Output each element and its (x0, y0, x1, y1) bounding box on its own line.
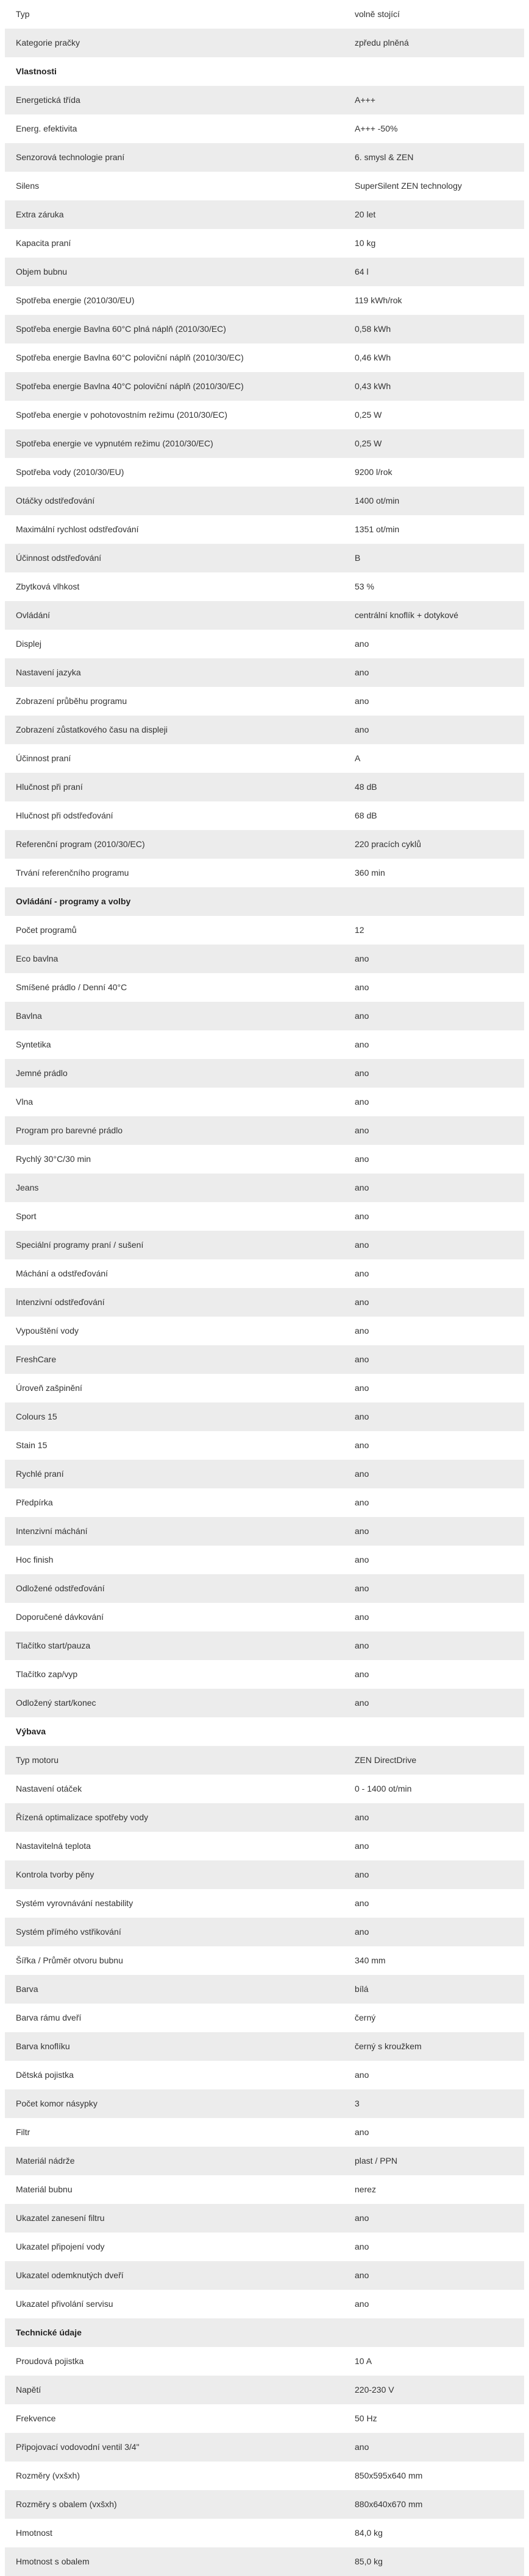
spec-value: ano (355, 696, 369, 706)
spec-value: ano (355, 1240, 369, 1250)
spec-value: 0,25 W (355, 438, 382, 449)
spec-value: ano (355, 1583, 369, 1594)
spec-row (5, 973, 524, 1002)
spec-row (5, 630, 524, 658)
spec-label: FreshCare (16, 1354, 57, 1365)
spec-label: Smíšené prádlo / Denní 40°C (16, 982, 127, 993)
spec-row (5, 1460, 524, 1488)
spec-value: 0,46 kWh (355, 353, 391, 363)
spec-value: bílá (355, 1984, 369, 1994)
spec-row (5, 1889, 524, 1918)
spec-value: ano (355, 1612, 369, 1622)
spec-value: 85,0 kg (355, 2557, 383, 2567)
spec-value: ano (355, 2270, 369, 2281)
spec-value: ano (355, 2442, 369, 2452)
spec-label: Ukazatel připojení vody (16, 2242, 105, 2252)
spec-value: 220 pracích cyklů (355, 839, 421, 850)
spec-row (5, 258, 524, 286)
spec-label: Energetická třída (16, 95, 80, 105)
spec-row (5, 114, 524, 143)
spec-label: Barva knoflíku (16, 2041, 70, 2052)
spec-label: Ukazatel zanesení filtru (16, 2213, 105, 2223)
spec-label: Šířka / Průměr otvoru bubnu (16, 1955, 123, 1966)
spec-label: Odložený start/konec (16, 1698, 96, 1708)
spec-value: 1351 ot/min (355, 524, 400, 535)
spec-value: ano (355, 1040, 369, 1050)
spec-label: Hlučnost při praní (16, 782, 83, 792)
spec-value: ano (355, 1068, 369, 1079)
spec-label: Colours 15 (16, 1412, 57, 1422)
spec-row (5, 1202, 524, 1231)
spec-row (5, 172, 524, 200)
spec-table (5, 0, 524, 2576)
spec-value: 10 kg (355, 238, 376, 248)
spec-label: Účinnost praní (16, 753, 71, 764)
spec-value: centrální knoflík + dotykové (355, 610, 459, 621)
spec-label: Jeans (16, 1183, 39, 1193)
spec-value: ano (355, 1812, 369, 1823)
spec-label: Eco bavlna (16, 954, 59, 964)
spec-label: Spotřeba energie Bavlna 40°C poloviční náplň (2010/30/EC) (16, 381, 244, 392)
spec-row (5, 2061, 524, 2089)
spec-label: Odložené odstřeďování (16, 1583, 105, 1594)
spec-row (5, 429, 524, 458)
spec-row (5, 29, 524, 57)
spec-row (5, 2547, 524, 2576)
spec-value: 220-230 V (355, 2385, 394, 2395)
spec-label: Displej (16, 639, 42, 649)
spec-label: Filtr (16, 2127, 30, 2138)
spec-value: 3 (355, 2099, 360, 2109)
spec-row (5, 2032, 524, 2061)
section-heading (5, 2318, 524, 2347)
spec-row (5, 1345, 524, 1374)
spec-row (5, 2462, 524, 2490)
spec-row (5, 1288, 524, 1317)
spec-value: 850x595x640 mm (355, 2471, 423, 2481)
spec-value: 20 let (355, 209, 376, 220)
spec-value: ano (355, 1927, 369, 1937)
spec-value: 0,58 kWh (355, 324, 391, 334)
spec-value: B (355, 553, 361, 563)
spec-value: černý s kroužkem (355, 2041, 422, 2052)
spec-label: Objem bubnu (16, 267, 68, 277)
spec-value: 0,25 W (355, 410, 382, 420)
spec-row (5, 658, 524, 687)
spec-label: Nastavitelná teplota (16, 1841, 91, 1851)
spec-value: ano (355, 1297, 369, 1307)
spec-value: zpředu plněná (355, 38, 409, 48)
spec-row (5, 1775, 524, 1803)
spec-label: Systém přímého vstřikování (16, 1927, 121, 1937)
spec-value: ano (355, 1555, 369, 1565)
spec-value: 50 Hz (355, 2413, 377, 2424)
spec-value: 53 % (355, 582, 374, 592)
spec-label: Kapacita praní (16, 238, 71, 248)
spec-label: Dětská pojistka (16, 2070, 74, 2080)
spec-label: Kategorie pračky (16, 38, 80, 48)
spec-label: Počet komor násypky (16, 2099, 98, 2109)
spec-label: Úroveň zašpinění (16, 1383, 82, 1393)
spec-value: nerez (355, 2184, 377, 2195)
spec-row (5, 1946, 524, 1975)
spec-row (5, 1317, 524, 1345)
spec-row (5, 286, 524, 315)
spec-label: Systém vyrovnávání nestability (16, 1898, 133, 1909)
spec-label: Spotřeba energie Bavlna 60°C poloviční náplň (2010/30/EC) (16, 353, 244, 363)
spec-row (5, 859, 524, 887)
spec-value: 340 mm (355, 1955, 386, 1966)
spec-value: černý (355, 2013, 376, 2023)
spec-label: Spotřeba energie (2010/30/EU) (16, 295, 135, 306)
spec-value: A (355, 753, 361, 764)
spec-label: Speciální programy praní / sušení (16, 1240, 144, 1250)
spec-row (5, 801, 524, 830)
spec-label: Ukazatel odemknutých dveří (16, 2270, 124, 2281)
spec-row (5, 2147, 524, 2175)
spec-row (5, 1174, 524, 1202)
spec-row (5, 544, 524, 572)
spec-value: ano (355, 2299, 369, 2309)
spec-row (5, 2347, 524, 2376)
spec-label: Řízená optimalizace spotřeby vody (16, 1812, 149, 1823)
spec-value: ano (355, 1698, 369, 1708)
spec-row (5, 1803, 524, 1832)
spec-value: 84,0 kg (355, 2528, 383, 2538)
spec-row (5, 315, 524, 343)
spec-label: Ovládání (16, 610, 51, 621)
spec-label: Extra záruka (16, 209, 64, 220)
spec-label: Typ (16, 9, 30, 19)
spec-label: Zobrazení zůstatkového času na displeji (16, 725, 168, 735)
spec-row (5, 1059, 524, 1088)
spec-label: Předpírka (16, 1497, 53, 1508)
spec-value: 48 dB (355, 782, 377, 792)
section-heading-label: Technické údaje (16, 2328, 82, 2338)
spec-row (5, 1603, 524, 1631)
spec-label: Nastavení jazyka (16, 667, 81, 678)
spec-row (5, 716, 524, 744)
spec-label: Barva (16, 1984, 38, 1994)
spec-value: ano (355, 639, 369, 649)
spec-label: Barva rámu dveří (16, 2013, 82, 2023)
spec-row (5, 2261, 524, 2290)
spec-value: 1400 ot/min (355, 496, 400, 506)
spec-label: Tlačítko start/pauza (16, 1641, 91, 1651)
spec-label: Zbytková vlhkost (16, 582, 80, 592)
spec-label: Napětí (16, 2385, 41, 2395)
spec-value: plast / PPN (355, 2156, 398, 2166)
spec-row (5, 2519, 524, 2547)
spec-row (5, 1088, 524, 1116)
spec-label: Bavlna (16, 1011, 42, 1021)
spec-label: Vlna (16, 1097, 34, 1107)
spec-label: Referenční program (2010/30/EC) (16, 839, 145, 850)
spec-row (5, 2490, 524, 2519)
spec-label: Rozměry s obalem (vxšxh) (16, 2499, 117, 2510)
spec-row (5, 1746, 524, 1775)
spec-row (5, 1631, 524, 1660)
spec-row (5, 515, 524, 544)
spec-row (5, 1832, 524, 1860)
spec-row (5, 0, 524, 29)
spec-row (5, 916, 524, 945)
spec-label: Spotřeba energie Bavlna 60°C plná náplň (2010/30/EC) (16, 324, 226, 334)
spec-row (5, 1002, 524, 1030)
spec-label: Účinnost odstřeďování (16, 553, 102, 563)
spec-row (5, 343, 524, 372)
spec-value: 9200 l/rok (355, 467, 392, 477)
spec-label: Nastavení otáček (16, 1784, 82, 1794)
spec-row (5, 2433, 524, 2462)
spec-row (5, 601, 524, 630)
spec-row (5, 1145, 524, 1174)
spec-label: Syntetika (16, 1040, 51, 1050)
spec-label: Jemné prádlo (16, 1068, 68, 1079)
spec-label: Silens (16, 181, 40, 191)
spec-label: Stain 15 (16, 1440, 48, 1451)
spec-value: 0,43 kWh (355, 381, 391, 392)
spec-label: Typ motoru (16, 1755, 59, 1765)
spec-value: ano (355, 1898, 369, 1909)
spec-value: ano (355, 2213, 369, 2223)
spec-value: ano (355, 1383, 369, 1393)
spec-row (5, 1231, 524, 1259)
spec-value: ano (355, 1669, 369, 1680)
spec-value: 880x640x670 mm (355, 2499, 423, 2510)
spec-label: Hmotnost s obalem (16, 2557, 90, 2567)
spec-value: ano (355, 2242, 369, 2252)
spec-label: Kontrola tvorby pěny (16, 1870, 94, 1880)
spec-row (5, 1918, 524, 1946)
spec-label: Doporučené dávkování (16, 1612, 104, 1622)
spec-row (5, 1975, 524, 2004)
spec-row (5, 1546, 524, 1574)
spec-row (5, 572, 524, 601)
spec-label: Počet programů (16, 925, 77, 935)
spec-value: 68 dB (355, 811, 377, 821)
spec-row (5, 1860, 524, 1889)
spec-value: 360 min (355, 868, 385, 878)
spec-label: Hmotnost (16, 2528, 52, 2538)
spec-label: Materiál bubnu (16, 2184, 73, 2195)
spec-label: Spotřeba energie v pohotovostním režimu (2010/30/EC) (16, 410, 228, 420)
spec-value: ano (355, 1125, 369, 1136)
spec-value: ano (355, 1097, 369, 1107)
spec-value: volně stojící (355, 9, 400, 19)
spec-value: ano (355, 1841, 369, 1851)
spec-label: Hlučnost při odstřeďování (16, 811, 113, 821)
section-heading (5, 1717, 524, 1746)
spec-value: 10 A (355, 2356, 372, 2367)
spec-row (5, 86, 524, 114)
section-heading (5, 887, 524, 916)
spec-row (5, 200, 524, 229)
spec-label: Spotřeba vody (2010/30/EU) (16, 467, 124, 477)
spec-value: A+++ -50% (355, 124, 398, 134)
spec-value: ano (355, 982, 369, 993)
spec-row (5, 1116, 524, 1145)
spec-value: 0 - 1400 ot/min (355, 1784, 412, 1794)
spec-value: ano (355, 1354, 369, 1365)
spec-value: ano (355, 954, 369, 964)
spec-value: 119 kWh/rok (355, 295, 402, 306)
spec-row (5, 2376, 524, 2404)
spec-label: Zobrazení průběhu programu (16, 696, 127, 706)
spec-label: Intenzivní odstřeďování (16, 1297, 105, 1307)
spec-row (5, 2089, 524, 2118)
spec-label: Trvání referenčního programu (16, 868, 129, 878)
spec-row (5, 1689, 524, 1717)
spec-row (5, 744, 524, 773)
spec-row (5, 830, 524, 859)
spec-row (5, 1402, 524, 1431)
spec-value: 12 (355, 925, 364, 935)
spec-label: Máchání a odstřeďování (16, 1269, 108, 1279)
spec-row (5, 2290, 524, 2318)
spec-value: ano (355, 1870, 369, 1880)
spec-label: Energ. efektivita (16, 124, 77, 134)
spec-label: Rozměry (vxšxh) (16, 2471, 80, 2481)
spec-row (5, 2404, 524, 2433)
section-heading (5, 57, 524, 86)
spec-row (5, 229, 524, 258)
spec-label: Sport (16, 1211, 37, 1222)
spec-row (5, 372, 524, 401)
spec-value: ano (355, 1497, 369, 1508)
spec-row (5, 143, 524, 172)
spec-label: Intenzivní máchání (16, 1526, 88, 1536)
spec-label: Ukazatel přivolání servisu (16, 2299, 113, 2309)
section-heading-label: Ovládání - programy a volby (16, 896, 131, 907)
spec-value: ano (355, 1469, 369, 1479)
spec-label: Rychlý 30°C/30 min (16, 1154, 91, 1164)
spec-row (5, 1431, 524, 1460)
spec-value: ano (355, 667, 369, 678)
spec-value: ano (355, 725, 369, 735)
spec-row (5, 687, 524, 716)
spec-label: Připojovací vodovodní ventil 3/4" (16, 2442, 140, 2452)
spec-value: ano (355, 1211, 369, 1222)
spec-row (5, 401, 524, 429)
spec-label: Vypouštění vody (16, 1326, 79, 1336)
spec-value: SuperSilent ZEN technology (355, 181, 462, 191)
spec-row (5, 773, 524, 801)
spec-row (5, 487, 524, 515)
spec-value: ano (355, 1269, 369, 1279)
spec-value: ano (355, 1183, 369, 1193)
spec-label: Program pro barevné prádlo (16, 1125, 123, 1136)
spec-value: ano (355, 1011, 369, 1021)
spec-row (5, 1517, 524, 1546)
spec-value: ano (355, 2070, 369, 2080)
spec-label: Otáčky odstřeďování (16, 496, 95, 506)
spec-value: ano (355, 1154, 369, 1164)
spec-value: ano (355, 2127, 369, 2138)
spec-value: A+++ (355, 95, 375, 105)
spec-label: Rychlé praní (16, 1469, 64, 1479)
spec-label: Proudová pojistka (16, 2356, 84, 2367)
spec-row (5, 1660, 524, 1689)
spec-label: Hoc finish (16, 1555, 54, 1565)
spec-value: ano (355, 1326, 369, 1336)
spec-label: Maximální rychlost odstřeďování (16, 524, 139, 535)
spec-label: Spotřeba energie ve vypnutém režimu (2010/30/EC) (16, 438, 213, 449)
spec-label: Tlačítko zap/vyp (16, 1669, 78, 1680)
spec-row (5, 2175, 524, 2204)
spec-value: ano (355, 1641, 369, 1651)
spec-value: 64 l (355, 267, 369, 277)
spec-row (5, 1488, 524, 1517)
spec-row (5, 1374, 524, 1402)
spec-row (5, 945, 524, 973)
spec-label: Materiál nádrže (16, 2156, 75, 2166)
spec-row (5, 1259, 524, 1288)
spec-row (5, 1030, 524, 1059)
spec-value: ano (355, 1412, 369, 1422)
spec-row (5, 2204, 524, 2233)
spec-value: ano (355, 1440, 369, 1451)
section-heading-label: Vlastnosti (16, 66, 57, 77)
spec-row (5, 2233, 524, 2261)
spec-label: Senzorová technologie praní (16, 152, 125, 163)
spec-row (5, 1574, 524, 1603)
spec-value: 6. smysl & ZEN (355, 152, 414, 163)
spec-value: ano (355, 1526, 369, 1536)
spec-label: Frekvence (16, 2413, 56, 2424)
spec-value: ZEN DirectDrive (355, 1755, 417, 1765)
spec-row (5, 458, 524, 487)
section-heading-label: Výbava (16, 1726, 46, 1737)
spec-row (5, 2004, 524, 2032)
spec-row (5, 2118, 524, 2147)
